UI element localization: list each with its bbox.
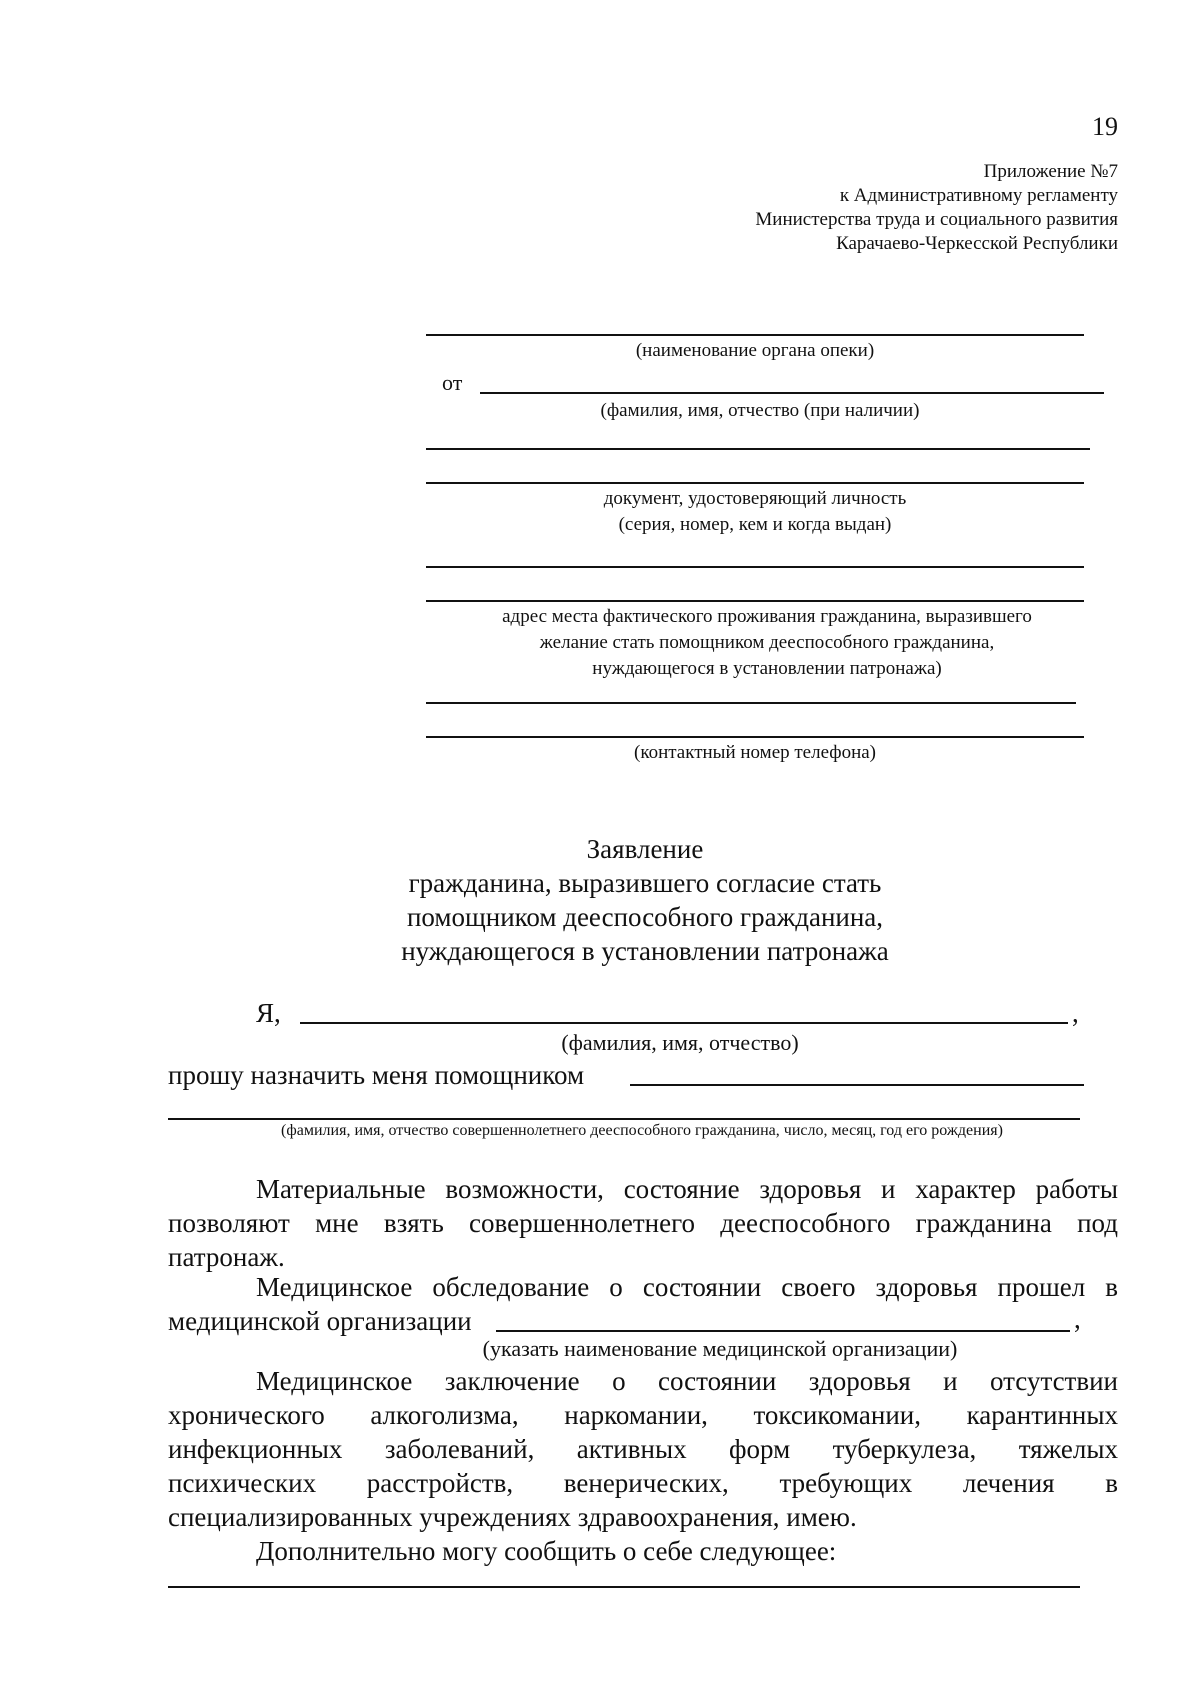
para3-line-5: специализированных учреждениях здравоохранения, имею. [168, 1502, 857, 1532]
title-line-1: Заявление [586, 834, 704, 864]
additional-info-line[interactable] [168, 1586, 1080, 1588]
doc-line-1[interactable] [426, 448, 1090, 450]
address-caption-line-2: желание стать помощником дееспособного гражданина, [539, 632, 995, 653]
med-org-line[interactable] [496, 1330, 1070, 1332]
doc-caption [426, 486, 1084, 538]
fio-line[interactable] [480, 392, 1104, 394]
phone-line-2[interactable] [426, 736, 1084, 738]
para1-line-2: позволяют мне взять совершеннолетнего дееспособного гражданина под [168, 1208, 1118, 1238]
from-label: от [442, 370, 463, 395]
para2-line-1: Медицинское обследование о состоянии своего здоровья прошел в [256, 1272, 1118, 1302]
appendix-title: Приложение №7 [983, 161, 1118, 182]
fio-caption: (фамилия, имя, отчество (при наличии) [600, 400, 920, 421]
para2-comma: , [1074, 1304, 1081, 1334]
request-label: прошу назначить меня помощником [168, 1060, 585, 1090]
med-org-caption: (указать наименование медицинской организации) [482, 1336, 958, 1361]
address-caption-line-1: адрес места фактического проживания гражданина, выразившего [502, 606, 1032, 627]
address-caption [426, 604, 1108, 682]
organ-line[interactable] [426, 334, 1084, 336]
doc-line-2[interactable] [426, 482, 1084, 484]
ward-line-1[interactable] [630, 1084, 1084, 1086]
title-line-2: гражданина, выразившего согласие стать [408, 868, 882, 898]
address-caption-line-3: нуждающегося в установлении патронажа) [592, 658, 942, 679]
appendix-ministry: Министерства труда и социального развития [755, 209, 1118, 230]
title-line-4: нуждающегося в установлении патронажа [401, 936, 889, 966]
ward-line-2[interactable] [168, 1118, 1080, 1120]
para3-line-2: хронического алкоголизма, наркомании, токсикомании, карантинных [168, 1400, 1118, 1430]
doc-caption-line-1: документ, удостоверяющий личность [603, 488, 907, 509]
document-title [0, 832, 1200, 968]
appendix-header [518, 160, 1118, 256]
applicant-comma: , [1072, 998, 1079, 1028]
phone-line-1[interactable] [426, 702, 1076, 704]
para1-line-3: патронаж. [168, 1242, 285, 1272]
ya-label: Я, [256, 998, 281, 1028]
applicant-fio-line[interactable] [300, 1022, 1068, 1024]
doc-caption-line-2: (серия, номер, кем и когда выдан) [618, 514, 892, 535]
organ-caption: (наименование органа опеки) [635, 340, 875, 361]
page-number: 19 [1092, 112, 1118, 141]
para4-line-1: Дополнительно могу сообщить о себе следующее: [256, 1536, 837, 1566]
para2-line-2: медицинской организации [168, 1306, 472, 1336]
para1-line-1: Материальные возможности, состояние здоровья и характер работы [256, 1174, 1118, 1204]
ward-caption: (фамилия, имя, отчество совершеннолетнего дееспособного гражданина, число, месяц, год его рождения) [281, 1122, 1003, 1139]
address-line-2[interactable] [426, 600, 1084, 602]
phone-caption: (контактный номер телефона) [634, 742, 876, 763]
para3-line-4: психических расстройств, венерических, требующих лечения в [168, 1468, 1118, 1498]
para3-line-1: Медицинское заключение о состоянии здоровья и отсутствии [256, 1366, 1118, 1396]
appendix-republic: Карачаево-Черкесской Республики [836, 233, 1118, 254]
applicant-fio-caption: (фамилия, имя, отчество) [561, 1030, 799, 1055]
appendix-reg: к Административному регламенту [839, 185, 1118, 206]
address-line-1[interactable] [426, 566, 1084, 568]
para3-line-3: инфекционных заболеваний, активных форм туберкулеза, тяжелых [168, 1434, 1118, 1464]
title-line-3: помощником дееспособного гражданина, [406, 902, 884, 932]
